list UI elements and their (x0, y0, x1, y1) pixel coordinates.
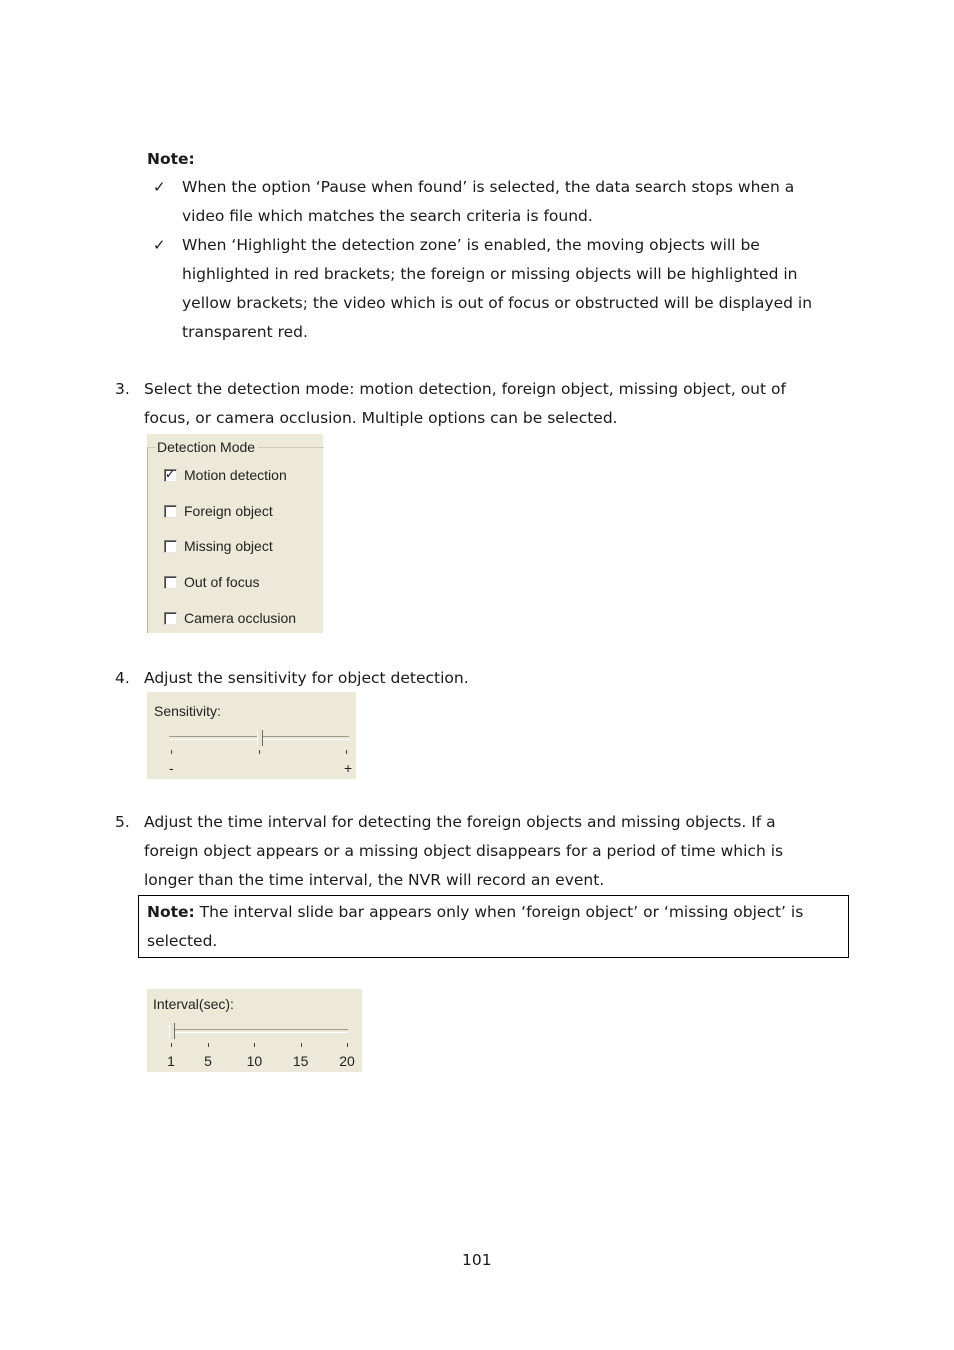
note-line: yellow brackets; the video which is out of focus or obstructed will be displayed in (182, 294, 813, 312)
page-number: 101 (462, 1251, 492, 1269)
note-box-text: The interval slide bar appears only when ‘foreign object’ or ‘missing object’ is (194, 903, 804, 921)
step-text: Adjust the time interval for detecting the foreign objects and missing objects. If a (144, 813, 776, 831)
tick-mark (301, 1043, 302, 1047)
interval-tick-label: 1 (167, 1053, 175, 1069)
tick-mark (346, 750, 347, 754)
note-title: Note: (147, 150, 195, 168)
sensitivity-min-label: - (169, 760, 174, 776)
foreign-object-option[interactable] (164, 502, 273, 520)
interval-slider-track[interactable] (169, 1029, 348, 1033)
note-box (138, 895, 849, 958)
sensitivity-panel (147, 692, 356, 779)
tick-mark (171, 1043, 172, 1047)
tick-mark (254, 1043, 255, 1047)
sensitivity-slider-thumb[interactable] (257, 730, 263, 746)
option-label: Camera occlusion (184, 610, 297, 626)
note-line: highlighted in red brackets; the foreign or missing objects will be highlighted in (182, 265, 798, 283)
tick-mark (259, 750, 260, 754)
step-text: Select the detection mode: motion detection, foreign object, missing object, out of (144, 380, 786, 398)
step-text: longer than the time interval, the NVR will record an event. (144, 871, 605, 889)
step-text: foreign object appears or a missing object disappears for a period of time which is (144, 842, 784, 860)
interval-tick-label: 20 (339, 1053, 355, 1069)
interval-panel (147, 989, 362, 1072)
option-label: Motion detection (184, 467, 287, 483)
tick-mark (171, 750, 172, 754)
note-line: When the option ‘Pause when found’ is selected, the data search stops when a (182, 178, 795, 196)
checkbox[interactable] (164, 505, 177, 518)
interval-slider-thumb[interactable] (169, 1023, 175, 1039)
note-box-title: Note: (147, 903, 195, 921)
out-of-focus-option[interactable] (164, 573, 259, 591)
note-box-line: selected. (147, 932, 218, 950)
camera-occlusion-option[interactable] (164, 609, 296, 627)
option-label: Out of focus (184, 574, 260, 590)
checkbox[interactable] (164, 540, 177, 553)
check-icon: ✓ (153, 178, 166, 196)
checkbox[interactable] (164, 466, 177, 482)
sensitivity-max-label: + (344, 760, 353, 776)
sensitivity-label: Sensitivity: (154, 703, 221, 719)
step-text: focus, or camera occlusion. Multiple options can be selected. (144, 409, 618, 427)
step-number: 4. (115, 669, 130, 687)
tick-mark (208, 1043, 209, 1047)
tick-mark (347, 1043, 348, 1047)
motion-detection-option[interactable] (164, 466, 287, 484)
checkbox[interactable] (164, 576, 177, 589)
note-line: transparent red. (182, 323, 308, 341)
note-line: video file which matches the search criteria is found. (182, 207, 593, 225)
step-number: 3. (115, 380, 130, 398)
note-line: When ‘Highlight the detection zone’ is enabled, the moving objects will be (182, 236, 760, 254)
checkbox[interactable] (164, 612, 177, 625)
option-label: Missing object (184, 538, 273, 554)
check-icon: ✓ (153, 236, 166, 254)
interval-tick-label: 15 (292, 1053, 309, 1069)
detection-mode-legend: Detection Mode (156, 439, 258, 455)
option-label: Foreign object (184, 503, 273, 519)
interval-label: Interval(sec): (153, 996, 234, 1012)
interval-tick-label: 5 (204, 1053, 212, 1069)
step-text: Adjust the sensitivity for object detection. (144, 669, 469, 687)
detection-mode-panel (147, 434, 323, 633)
missing-object-option[interactable] (164, 537, 273, 555)
note-box-line (147, 902, 803, 922)
checkmark-icon: ✓ (165, 466, 176, 481)
step-number: 5. (115, 813, 130, 831)
interval-tick-label: 10 (246, 1053, 263, 1069)
